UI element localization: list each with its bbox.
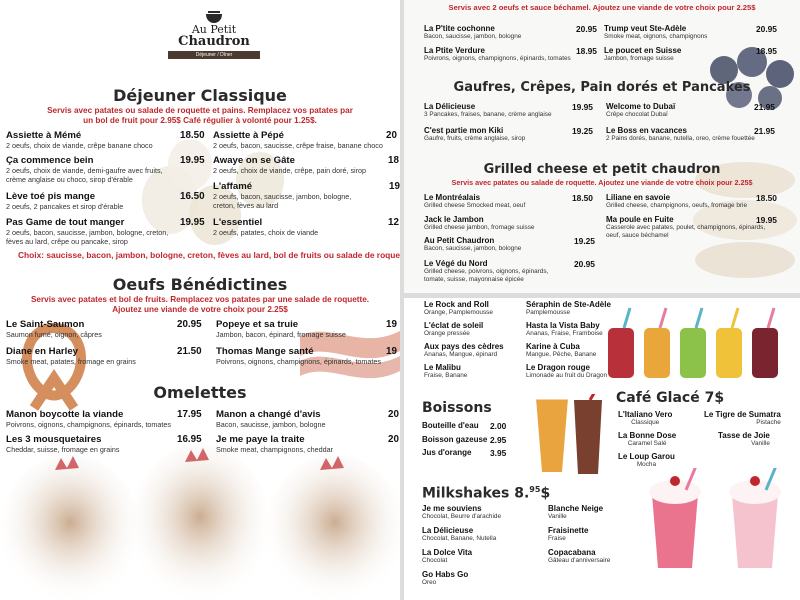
menu-price: 19 [389,181,400,192]
menu-item: Jus d'orange [422,448,472,457]
section-title-dejeuner: Déjeuner Classique [113,86,287,105]
menu-price: 19 [386,319,397,330]
menu-item: Je me paye la traite Smoke meat, champignons, cheddar [216,434,334,454]
menu-price: 20 [388,434,399,445]
menu-price: 20.95 [576,24,597,34]
menu-price: 19.95 [756,215,777,225]
menu-item: Awaye on se Gâte 2 oeufs, choix de viande, crêpe, pain doré, sirop [213,155,367,175]
dejeuner-note-2: un bol de fruit pour 2.95$ Café régulier à volonté pour 1.25$. [83,116,317,125]
smoothie-bottle-image [600,306,800,386]
menu-page-right-top [404,0,800,293]
menu-price: 18 [388,155,399,166]
menu-item: Diane en Harley Smoke meat, patates, fromage en grains [6,346,136,366]
menu-price: 20.95 [177,319,202,330]
menu-price: 16.95 [177,434,202,445]
menu-price: 12 [388,217,399,228]
menu-item: Hasta la Vista Baby Ananas, Fraise, Framboise [526,321,603,337]
menu-item: Manon a changé d'avis Bacon, saucisse, jambon, bologne [216,409,326,429]
menu-item: La Dolce Vita Chocolat [422,548,473,564]
menu-item: L'affamé 2 oeufs, bacon, saucisse, jambon, bologne, creton, fèves au lard [213,181,352,210]
juice-glass-image [532,388,572,478]
chaudron-icon [203,10,225,24]
chicken-image [0,440,400,600]
menu-item: La Ptite Verdure Poivrons, oignons, champignons, épinards, tomates [424,46,571,62]
menu-item: Liliane en savoie Grilled cheese, champignons, oeufs, fromage brie [606,193,748,209]
menu-item: Popeye et sa truie Jambon, bacon, épinard, fromage suisse [216,319,346,339]
menu-item: Karine à Cuba Mangue, Pêche, Banane [526,342,597,358]
dejeuner-choice: Choix: saucisse, bacon, jambon, bologne, creton, fèves au lard, bol de fruits ou salade de roque [18,250,400,260]
menu-price: 2.95 [490,435,507,445]
section-title-milkshakes: Milkshakes 8.95$ [422,485,551,502]
section-title-boissons: Boissons [422,400,492,416]
menu-item: Le Végé du Nord Grilled cheese, poivrons, oignons, épinards, tomate, suisse, mayonnaise épicée [424,259,549,283]
menu-price: 20.95 [756,24,777,34]
menu-item: Je me souviens Chocolat, Beurre d'arachide [422,504,502,520]
logo-line2: Chaudron [178,34,250,49]
menu-item: Go Habs Go Oreo [422,570,469,586]
section-title-benedictines: Oeufs Bénédictines [112,275,288,294]
dejeuner-note-1: Servis avec patates ou salade de roquette et pains. Remplacez vos patates par [47,106,353,115]
menu-price: 2.00 [490,421,507,431]
menu-item: Welcome to Dubaï Crêpe chocolat Dubaï [606,102,676,118]
logo [168,10,260,68]
menu-item: Manon boycotte la viande Poivrons, oignons, champignons, épinards, tomates [6,409,172,429]
milkshake-image [640,468,800,600]
menu-price: 19.25 [572,126,593,136]
section-title-gaufres: Gaufres, Crêpes, Pain dorés et Pancakes [453,80,751,95]
top-note: Servis avec 2 oeufs et sauce béchamel. Ajoutez une viande de votre choix pour 2.25$ [448,3,756,12]
menu-item: Lève toé pis mange 2 oeufs, 2 pancakes et sirop d'érable [6,191,124,211]
menu-item: Copacabana Gâteau d'anniversaire [548,548,611,564]
menu-item: Assiette à Mémé 2 oeufs, choix de viande, crêpe banane choco [6,130,153,150]
menu-price: 19.95 [572,102,593,112]
menu-item: Au Petit Chaudron Bacon, saucisse, jambon, bologne [424,236,522,252]
menu-price: 20 [388,409,399,420]
logo-tagline: Déjeuner / Dîner [168,51,260,59]
menu-price: 19 [386,346,397,357]
menu-price: 18.95 [756,46,777,56]
menu-price: 16.50 [180,191,205,202]
logo-line1: Au Petit [191,23,237,36]
menu-item: Le Boss en vacances 2 Pains dorés, banane, nutella, oreo, crème fouettée [606,126,755,142]
menu-item: Jack le Jambon Grilled cheese jambon, fromage suisse [424,215,535,231]
menu-item: L'éclat de soleil Orange pressée [424,321,484,337]
menu-price: 19.95 [180,155,205,166]
grilled-note: Servis avec patates ou salade de roquette. Ajoutez une viande de votre choix pour 2.25$ [451,178,753,187]
menu-item: Le Malibu Fraise, Banane [424,363,468,379]
menu-item: Assiette à Pépé 2 oeufs, bacon, saucisse, crêpe fraise, banane choco [213,130,383,150]
menu-price: 21.50 [177,346,202,357]
menu-item: Fraisinette Fraise [548,526,589,542]
benedictines-note-1: Servis avec patates et bol de fruits. Remplacez vos patates par une salade de roquette. [30,295,370,304]
menu-item: Les 3 mousquetaires Cheddar, suisse, fromage en grains [6,434,120,454]
menu-item: Trump veut Ste-Adèle Smoke meat, oignons, champignons [604,24,708,40]
menu-item: Blanche Neige Vanille [548,504,604,520]
menu-price: 20 [386,130,397,141]
menu-item: C'est partie mon Kiki Gaufre, fruits, crème anglaise, sirop [424,126,526,142]
menu-item: L'Italiano Vero Classique [618,410,673,426]
menu-price: 19.25 [574,236,595,246]
menu-item: Le Montréalais Grilled cheese Smocked meat, oeuf [424,193,526,209]
menu-price: 18.50 [756,193,777,203]
menu-price: 18.95 [576,46,597,56]
section-title-cafe-glace: Café Glacé 7$ [616,390,725,406]
menu-price: 17.95 [177,409,202,420]
menu-item: Aux pays des cèdres Ananas, Mangue, épinard [424,342,504,358]
menu-item: La Délicieuse 3 Pancakes, fraises, banane, crème anglaise [424,102,552,118]
menu-price: 21.95 [754,102,775,112]
menu-item: La Bonne Dose Caramel Salé [618,431,677,447]
menu-price: 20.95 [574,259,595,269]
menu-item: La P'tite cochonne Bacon, saucisse, jambon, bologne [424,24,522,40]
menu-price: 19.95 [180,217,205,228]
benedictines-note-2: Ajoutez une viande de votre choix pour 2.25$ [112,305,288,314]
menu-price: 21.95 [754,126,775,136]
section-title-omelettes: Omelettes [153,383,247,402]
menu-item: La Délicieuse Chocolat, Banane, Nutella [422,526,497,542]
section-title-grilled: Grilled cheese et petit chaudron [483,162,721,177]
menu-item: Séraphin de Ste-Adèle Pamplemousse [526,300,611,316]
menu-item: Boisson gazeuse [422,435,488,444]
menu-item: Le Dragon rouge Limonade au fruit du Dragon [526,363,608,379]
menu-item: Tasse de Joie Vanille [718,431,770,447]
menu-item: Ça commence bein 2 oeufs, choix de viande, demi-gaufre avec fruits, crème anglaise ou choco, sirop d'érable [6,155,163,184]
menu-item: Le poucet en Suisse Jambon, fromage suisse [604,46,682,62]
menu-item: Ma poule en Fuite Casserole avec patates, poulet, champignons, épinards, oeuf, sauce béchamel [606,215,766,239]
menu-item: Le Tigre de Sumatra Pistache [704,410,781,426]
menu-item: Thomas Mange santé Poivrons, oignons, champignons, épinards, tomates [216,346,382,366]
blueberry-image [704,40,800,110]
menu-page-right-bottom [404,298,800,600]
menu-item: Bouteille d'eau [422,421,479,430]
menu-item: Le Saint-Saumon Saumon fumé, oignon, câpres [6,319,102,339]
menu-item: Le Loup Garou Mocha [618,452,675,468]
menu-item: L'essentiel 2 oeufs, patates, choix de viande [213,217,319,237]
menu-item: Le Rock and Roll Orange, Pamplemousse [424,300,493,316]
cola-glass-image [570,394,606,478]
menu-item: Pas Game de tout manger 2 oeufs, bacon, saucisse, jambon, bologne, creton, fèves au lard, crêpe ou pancake, sirop [6,217,169,246]
menu-price: 18.50 [572,193,593,203]
menu-price: 3.95 [490,448,507,458]
menu-price: 18.50 [180,130,205,141]
